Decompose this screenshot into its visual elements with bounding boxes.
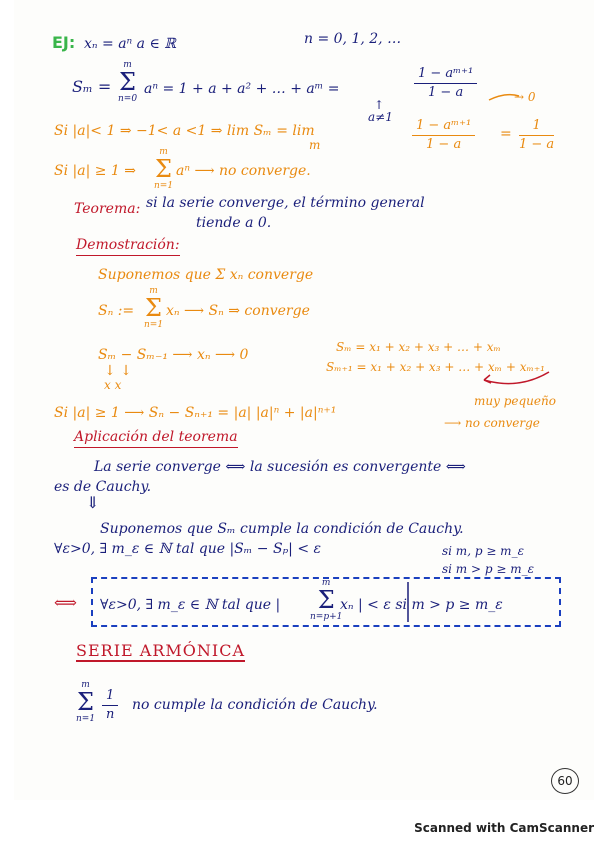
annotation-arrows (14, 0, 594, 800)
demo-title: Demostración: (76, 236, 180, 256)
ej-range: n = 0, 1, 2, … (304, 31, 402, 47)
demo-sigma-bottom: n=1 (144, 320, 164, 330)
arm-text: no cumple la condición de Cauchy. (132, 697, 378, 713)
case2-text: Si |a| ≥ 1 ⇒ (54, 163, 137, 179)
armonica-title: SERIE ARMÓNICA (76, 641, 245, 660)
demo-l2-body: xₙ ⟶ Sₙ ⇒ converge (166, 303, 310, 319)
ej-label: EJ: (52, 33, 76, 52)
ej-definition: xₙ = aⁿ a ∈ ℝ (84, 36, 176, 52)
case2-sigma: m Σ n=1 (154, 147, 174, 191)
scanner-footer: Scanned with CamScanner (414, 821, 594, 835)
arrow-to-zero: → 0 (514, 90, 536, 104)
demo-sm-line: Sₘ = x₁ + x₂ + x₃ + … + xₘ (336, 340, 501, 354)
teorema-label: Teorema: (74, 201, 141, 217)
demo-sigma: m Σ n=1 (144, 286, 164, 330)
case1-frac-den: 1 − a (426, 137, 462, 152)
case1-res-den: 1 − a (519, 137, 555, 152)
demo-l3-x: x x (104, 378, 122, 392)
arm-sigma: m Σ n=1 (76, 680, 96, 724)
box-sigma-top: m (321, 578, 331, 588)
cauchy-line2-cond: si m, p ≥ m_ε (442, 544, 525, 558)
sn-sigma-bottom: n=0 (118, 94, 138, 104)
cauchy-line2: ∀ε>0, ∃ m_ε ∈ ℕ tal que |Sₘ − Sₚ| < ε (54, 541, 322, 557)
implies-down-icon: ⇓ (86, 493, 100, 512)
demo-no-converge: ⟶ no converge (444, 416, 540, 430)
teorema-line2: tiende a 0. (196, 215, 272, 231)
case1-equals: = (500, 126, 512, 142)
demo-line3: Sₘ − Sₘ₋₁ ⟶ xₙ ⟶ 0 (98, 347, 249, 363)
arm-frac-den: n (105, 707, 115, 722)
page-number: 60 (551, 768, 579, 794)
arm-sigma-bottom: n=1 (76, 714, 96, 724)
teorema-line1: si la serie converge, el término general (146, 195, 425, 211)
box-iff: ⟺ (54, 593, 77, 612)
sn-body: aⁿ = 1 + a + a² + … + aᵐ = (144, 81, 340, 97)
case1-text: Si |a|< 1 ⇒ −1< a <1 ⇒ lim Sₘ = lim (54, 123, 315, 139)
aplic-line2: es de Cauchy. (54, 479, 152, 495)
demo-line4: Si |a| ≥ 1 ⟶ Sₙ − Sₙ₊₁ = |a| |a|ⁿ + |a|ⁿ⁺¹ (54, 405, 337, 421)
case1-frac-num: 1 − aᵐ⁺¹ (412, 118, 475, 136)
case1-lim-sub: m (309, 138, 321, 152)
sn-frac-den: 1 − a (428, 85, 464, 100)
sn-lhs: Sₘ = (72, 77, 112, 96)
red-curve-arrow (484, 372, 549, 384)
box-sigma: m Σ n=p+1 (310, 578, 343, 622)
a-neq-1: a≠1 (368, 110, 393, 124)
orange-curve-arrow (489, 95, 519, 100)
case1-res-num: 1 (519, 118, 554, 136)
demo-line1: Suponemos que Σ xₙ converge (98, 267, 314, 283)
box-line1: ∀ε>0, ∃ m_ε ∈ ℕ tal que | (100, 597, 281, 613)
sn-sigma-top: m (123, 60, 132, 70)
demo-l3-marks: ↓ ↓ (104, 363, 132, 379)
aplic-line1: La serie converge ⟺ la sucesión es convergente ⟺ (94, 459, 466, 475)
demo-muy-pequeno: muy pequeño (474, 394, 556, 408)
box-sigma-bottom: n=p+1 (310, 612, 343, 622)
uparrow-icon: ↑ (374, 98, 385, 112)
sn-sigma: m Σ n=0 (118, 60, 138, 104)
case2-sigma-bottom: n=1 (154, 181, 174, 191)
arm-sigma-top: m (81, 680, 90, 690)
red-arrow-head (484, 375, 491, 383)
demo-l2-lhs: Sₙ := (98, 303, 135, 319)
case2-sigma-top: m (159, 147, 168, 157)
notebook-page (14, 0, 594, 800)
box-body: xₙ | < ε si m > p ≥ m_ε (340, 597, 503, 613)
case2-body: aⁿ ⟶ no converge. (176, 163, 311, 179)
sn-frac-num: 1 − aᵐ⁺¹ (414, 66, 477, 84)
cauchy-line1: Suponemos que Sₘ cumple la condición de Cauchy. (100, 521, 464, 537)
demo-sm1-line: Sₘ₊₁ = x₁ + x₂ + x₃ + … + xₘ + xₘ₊₁ (326, 360, 545, 374)
arm-frac-num: 1 (102, 688, 118, 706)
demo-sigma-top: m (149, 286, 158, 296)
aplic-title: Aplicación del teorema (74, 428, 238, 448)
cauchy-line3-cond: si m > p ≥ m_ε (442, 562, 535, 576)
